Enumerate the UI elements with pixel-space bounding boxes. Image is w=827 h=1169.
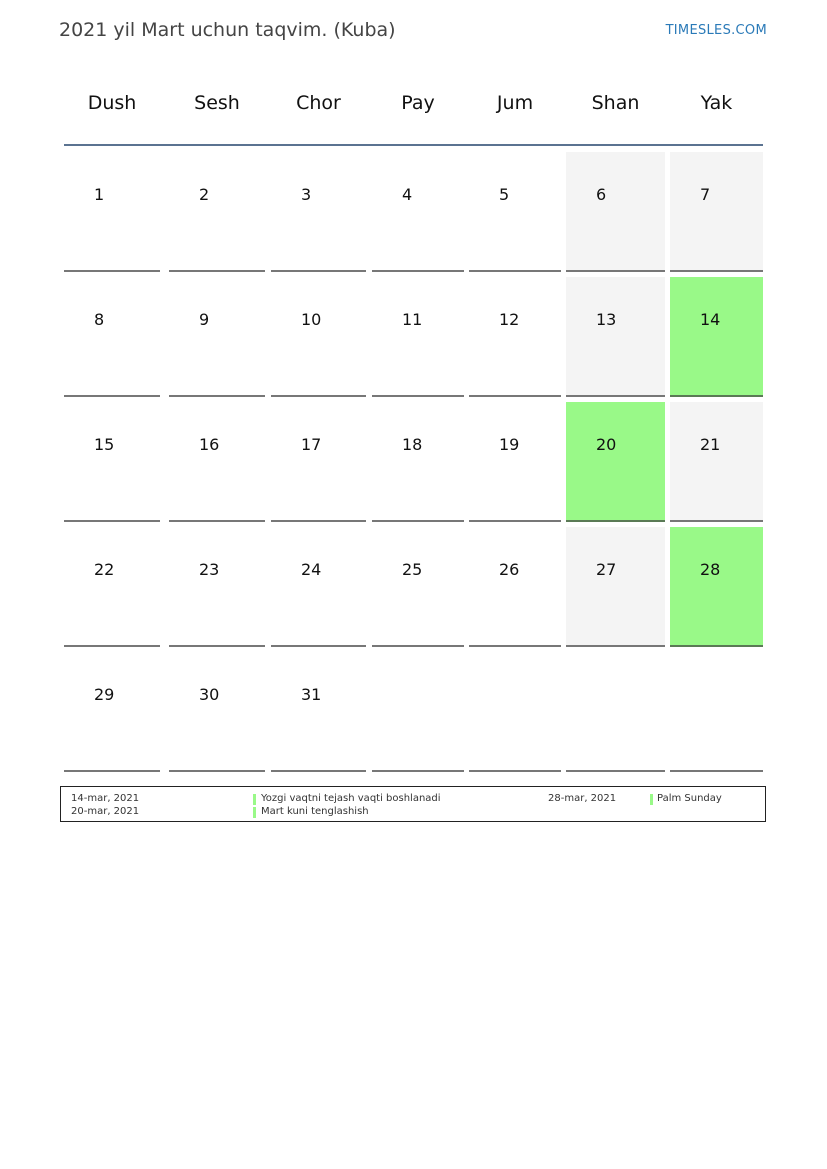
day-cell [169,527,265,647]
holiday-day-cell [670,527,763,647]
day-number: 15 [94,435,115,454]
day-cell [566,152,665,272]
day-cell [64,652,160,772]
day-number: 28 [700,560,721,579]
weekday-label: Shan [591,92,640,114]
day-cell [271,652,366,772]
day-cell [372,527,464,647]
day-number: 22 [94,560,115,579]
weekday-label: Pay [401,92,435,114]
day-cell [271,527,366,647]
day-cell [372,402,464,522]
page-title: 2021 yil Mart uchun taqvim. (Kuba) [59,19,396,41]
empty-day-cell [670,652,763,772]
day-number: 7 [700,185,711,204]
day-cell [271,152,366,272]
day-number: 8 [94,310,105,329]
day-cell [566,277,665,397]
weekday-label: Dush [87,92,137,114]
day-cell [566,527,665,647]
day-cell [469,402,561,522]
day-cell [670,402,763,522]
day-cell [469,277,561,397]
day-number: 23 [199,560,220,579]
day-number: 1 [94,185,105,204]
day-number: 29 [94,685,115,704]
day-cell [169,402,265,522]
day-number: 3 [301,185,312,204]
day-number: 17 [301,435,322,454]
day-number: 24 [301,560,322,579]
day-number: 26 [499,560,520,579]
day-cell [64,152,160,272]
calendar-grid [64,146,763,776]
calendar [64,60,763,776]
legend-holiday-name: Mart kuni tenglashish [261,806,369,817]
legend-holiday-name: Yozgi vaqtni tejash vaqti boshlanadi [261,793,441,804]
day-cell [372,277,464,397]
legend-color-marker [253,807,256,818]
day-number: 12 [499,310,520,329]
day-number: 11 [402,310,423,329]
day-cell [64,402,160,522]
legend-color-marker [253,794,256,805]
holiday-day-cell [670,277,763,397]
day-number: 6 [596,185,607,204]
day-number: 25 [402,560,423,579]
site-link[interactable]: TIMESLES.COM [665,23,767,38]
day-cell [64,277,160,397]
holiday-legend [60,786,766,822]
day-number: 13 [596,310,617,329]
day-cell [469,527,561,647]
day-number: 19 [499,435,520,454]
day-number: 30 [199,685,220,704]
weekday-header [64,60,763,146]
empty-day-cell [566,652,665,772]
holiday-day-cell [566,402,665,522]
day-cell [271,277,366,397]
legend-holiday-name: Palm Sunday [657,793,722,804]
day-cell [169,152,265,272]
weekday-label: Jum [496,92,534,114]
day-number: 14 [700,310,721,329]
day-number: 20 [596,435,617,454]
legend-date: 20-mar, 2021 [71,806,140,817]
day-number: 10 [301,310,322,329]
day-cell [169,277,265,397]
day-cell [670,152,763,272]
weekday-label: Yak [700,92,733,114]
weekday-label: Chor [296,92,341,114]
day-number: 5 [499,185,510,204]
day-number: 21 [700,435,721,454]
day-cell [372,152,464,272]
day-number: 9 [199,310,210,329]
day-number: 18 [402,435,423,454]
weekday-label: Sesh [194,92,240,114]
day-number: 16 [199,435,220,454]
day-number: 27 [596,560,617,579]
day-number: 2 [199,185,210,204]
day-cell [64,527,160,647]
empty-day-cell [372,652,464,772]
day-cell [469,152,561,272]
day-cell [169,652,265,772]
legend-date: 14-mar, 2021 [71,793,140,804]
empty-day-cell [469,652,561,772]
day-cell [271,402,366,522]
day-number: 31 [301,685,322,704]
legend-color-marker [650,794,653,805]
day-number: 4 [402,185,413,204]
legend-date: 28-mar, 2021 [548,793,617,804]
